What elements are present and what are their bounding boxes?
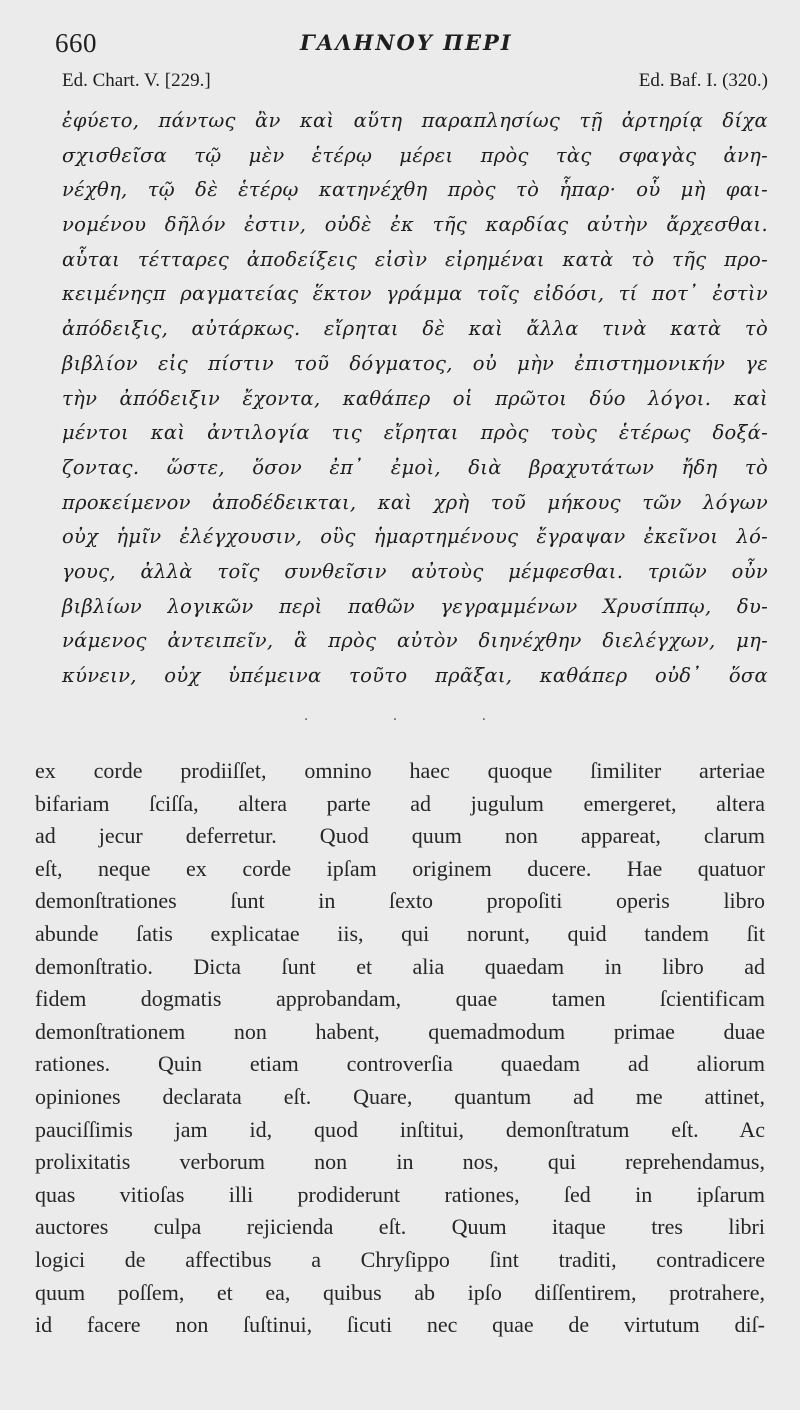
greek-text-line: ἀπόδειξις, αὐτάρκως. εἴρηται δὲ καὶ ἄλλα τινὰ κατὰ τὸ (62, 317, 768, 341)
latin-text-line: opiniones declarata eſt. Quare, quantum ad me attinet, (35, 1083, 765, 1109)
latin-text-block (35, 755, 765, 1342)
running-title: ΓΑΛΗΝΟΥ ΠΕΡΙ (300, 30, 513, 55)
latin-text-line: auctores culpa rejicienda eſt. Quum itaque tres libri (35, 1214, 765, 1240)
section-separator: · · · (303, 712, 527, 728)
greek-text-line: νάμενος ἀντειπεῖν, ἃ πρὸς αὐτὸν διηνέχθην διελέγχων, μη- (62, 629, 768, 653)
greek-text-line: κύνειν, οὐχ ὑπέμεινα τοῦτο πρᾶξαι, καθάπερ οὐδ᾽ ὅσα (62, 664, 768, 687)
greek-text-line: βιβλίων λογικῶν περὶ παθῶν γεγραμμένων Χρυσίππῳ, δυ- (62, 594, 768, 618)
latin-text-line: id facere non ſuſtinui, ſicuti nec quae de virtutum diſ- (35, 1312, 765, 1338)
latin-text-line: bifariam ſciſſa, altera parte ad jugulum emergeret, altera (35, 790, 765, 816)
greek-text-line: αὗται τέτταρες ἀποδείξεις εἰσὶν εἰρημέναι κατὰ τὸ τῆς προ- (62, 247, 768, 271)
latin-text-line: quum poſſem, et ea, quibus ab ipſo diſſentirem, protrahere, (35, 1279, 765, 1305)
latin-text-line: fidem dogmatis approbandam, quae tamen ſcientificam (35, 986, 765, 1012)
latin-text-line: quas vitioſas illi prodiderunt rationes, ſed in ipſarum (35, 1181, 765, 1207)
greek-text-line: ζοντας. ὥστε, ὅσον ἐπ᾽ ἐμοὶ, διὰ βραχυτάτων ἤδη τὸ (62, 455, 768, 479)
latin-text-line: eſt, neque ex corde ipſam originem ducere. Hae quatuor (35, 855, 765, 881)
greek-text-line: σχισθεῖσα τῷ μὲν ἑτέρῳ μέρει πρὸς τὰς σφαγὰς ἀνη- (62, 143, 768, 167)
edition-reference-line (62, 70, 768, 98)
greek-text-block (62, 104, 768, 694)
latin-text-line: pauciſſimis jam id, quod inſtitui, demonſtratum eſt. Ac (35, 1116, 765, 1142)
latin-text-line: rationes. Quin etiam controverſia quaedam ad aliorum (35, 1051, 765, 1077)
latin-text-line: demonſtrationes ſunt in ſexto propoſiti operis libro (35, 888, 765, 914)
greek-text-line: τὴν ἀπόδειξιν ἔχοντα, καθάπερ οἱ πρῶτοι δύο λόγοι. καὶ (62, 386, 768, 410)
greek-text-line: κειμένηςπ ραγματείας ἕκτον γράμμα τοῖς εἰδόσι, τί ποτ᾽ ἐστὶν (62, 282, 768, 306)
latin-text-line: demonſtrationem non habent, quemadmodum primae duae (35, 1018, 765, 1044)
greek-text-line: οὐχ ἡμῖν ἐλέγχουσιν, οὓς ἡμαρτημένους ἔγραψαν ἐκεῖνοι λό- (62, 525, 768, 549)
greek-text-line: γους, ἀλλὰ τοῖς συνθεῖσιν αὐτοὺς μέμφεσθαι. τριῶν οὖν (62, 559, 768, 583)
greek-text-line: νομένου δῆλόν ἐστιν, οὐδὲ ἐκ τῆς καρδίας αὐτὴν ἄρχεσθαι. (62, 213, 768, 237)
greek-text-line: βιβλίον εἰς πίστιν τοῦ δόγματος, οὐ μὴν ἐπιστημονικήν γε (62, 351, 768, 375)
page-header (55, 28, 765, 64)
latin-text-line: abunde ſatis explicatae iis, qui norunt, quid tandem ſit (35, 920, 765, 946)
greek-text-line: προκείμενον ἀποδέδεικται, καὶ χρὴ τοῦ μήκους τῶν λόγων (62, 490, 768, 514)
greek-text-line: ἐφύετο, πάντως ἂν καὶ αὕτη παραπλησίως τῇ ἀρτηρίᾳ δίχα (62, 109, 768, 132)
page-number: 660 (55, 28, 97, 58)
greek-text-line: νέχθη, τῷ δὲ ἑτέρῳ κατηνέχθη πρὸς τὸ ἧπαρ· οὗ μὴ φαι- (62, 178, 768, 202)
edition-reference-basel: Ed. Baf. I. (320.) (638, 70, 768, 91)
latin-text-line: prolixitatis verborum non in nos, qui reprehendamus, (35, 1149, 765, 1175)
latin-text-line: ad jecur deferretur. Quod quum non appareat, clarum (35, 823, 765, 849)
latin-text-line: ex corde prodiiſſet, omnino haec quoque ſimiliter arteriae (35, 758, 765, 783)
latin-text-line: demonſtratio. Dicta ſunt et alia quaedam in libro ad (35, 953, 765, 979)
greek-text-line: μέντοι καὶ ἀντιλογία τις εἴρηται πρὸς τοὺς ἑτέρως δοξά- (62, 421, 768, 445)
edition-reference-chart: Ed. Chart. V. [229.] (62, 70, 211, 91)
latin-text-line: logici de affectibus a Chryſippo ſint traditi, contradicere (35, 1246, 765, 1272)
